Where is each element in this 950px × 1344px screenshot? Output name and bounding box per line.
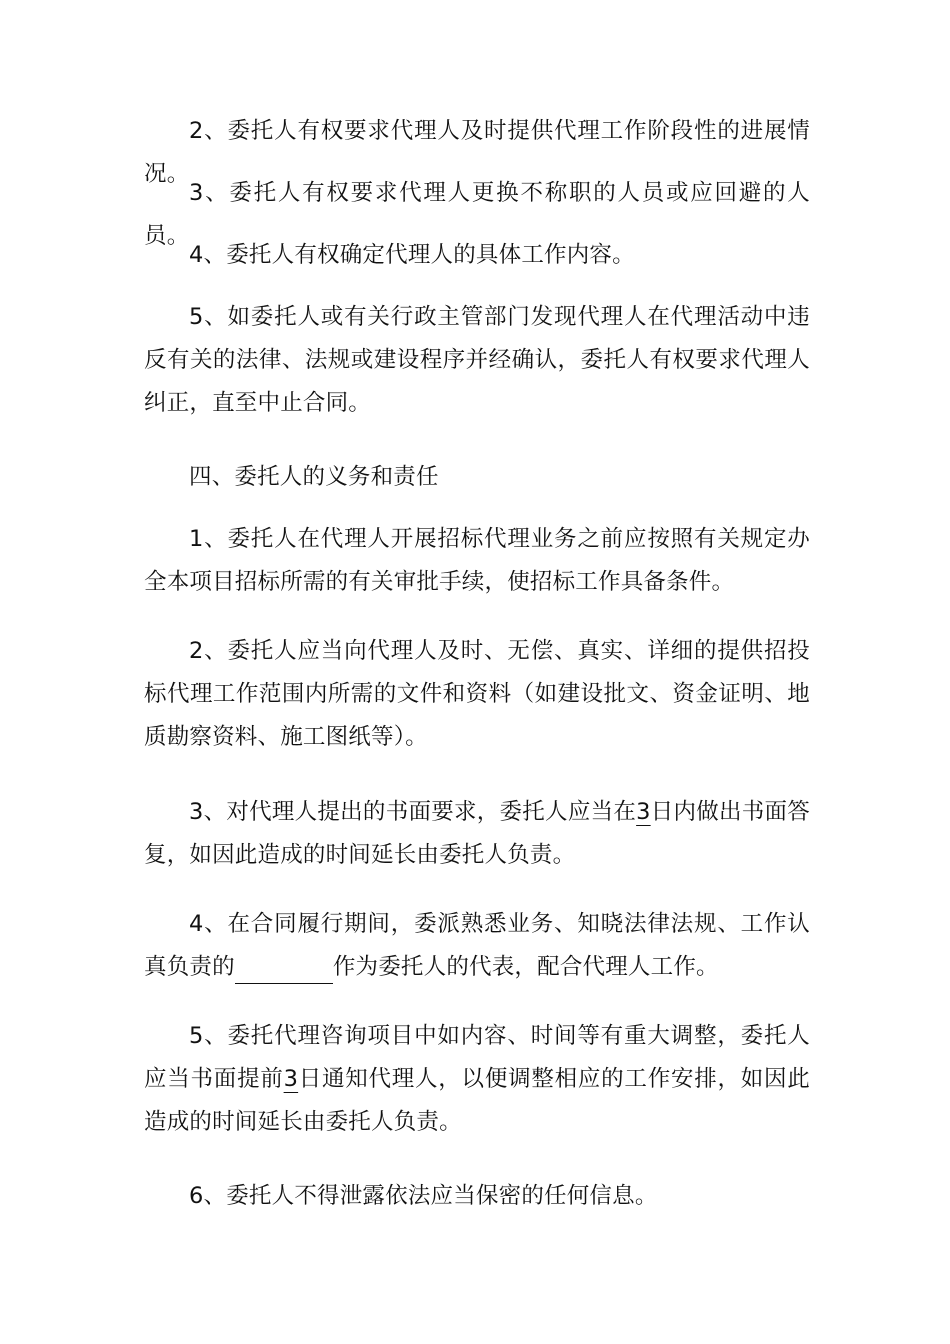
representative-blank — [235, 953, 333, 984]
paragraph-obligation-5 — [144, 1015, 810, 1144]
paragraph-right-3: 3、委托人有权要求代理人更换不称职的人员或应回避的人员。 — [144, 180, 810, 249]
text-segment: 4、在合同履行期间，委派熟悉业务、知晓法律法规、工作认真负责的 — [144, 911, 810, 980]
paragraph-right-5: 5、如委托人或有关行政主管部门发现代理人在代理活动中违反有关的法律、法规或建设程序并经确认，委托人有权要求代理人纠正，直至中止合同。 — [144, 304, 810, 416]
text-segment: 日通知代理人，以便调整相应的工作安排，如因此造成的时间延长由委托人负责。 — [144, 1066, 810, 1135]
days-fill-in: 3 — [636, 799, 651, 825]
paragraph-obligation-2: 2、委托人应当向代理人及时、无偿、真实、详细的提供招投标代理工作范围内所需的文件和资料（如建设批文、资金证明、地质勘察资料、施工图纸等）。 — [144, 638, 810, 750]
paragraph-right-4: 4、委托人有权确定代理人的具体工作内容。 — [189, 242, 635, 268]
days-fill-in: 3 — [283, 1066, 299, 1092]
paragraph-obligation-6: 6、委托人不得泄露依法应当保密的任何信息。 — [189, 1183, 658, 1209]
paragraph-obligation-1: 1、委托人在代理人开展招标代理业务之前应按照有关规定办全本项目招标所需的有关审批手续，使招标工作具备条件。 — [144, 526, 810, 595]
section-heading-obligations: 四、委托人的义务和责任 — [189, 464, 439, 490]
text-segment: 日内做出书面答复，如因此造成的时间延长由委托人负责。 — [144, 799, 810, 868]
text-segment: 5、委托代理咨询项目中如内容、时间等有重大调整，委托人应当书面提前 — [144, 1023, 810, 1092]
paragraph-obligation-4 — [144, 903, 810, 989]
paragraph-right-2: 2、委托人有权要求代理人及时提供代理工作阶段性的进展情况。 — [144, 118, 810, 187]
text-segment: 作为委托人的代表，配合代理人工作。 — [332, 954, 719, 980]
paragraph-obligation-3 — [144, 791, 810, 877]
text-segment: 3、对代理人提出的书面要求，委托人应当在 — [189, 799, 637, 825]
